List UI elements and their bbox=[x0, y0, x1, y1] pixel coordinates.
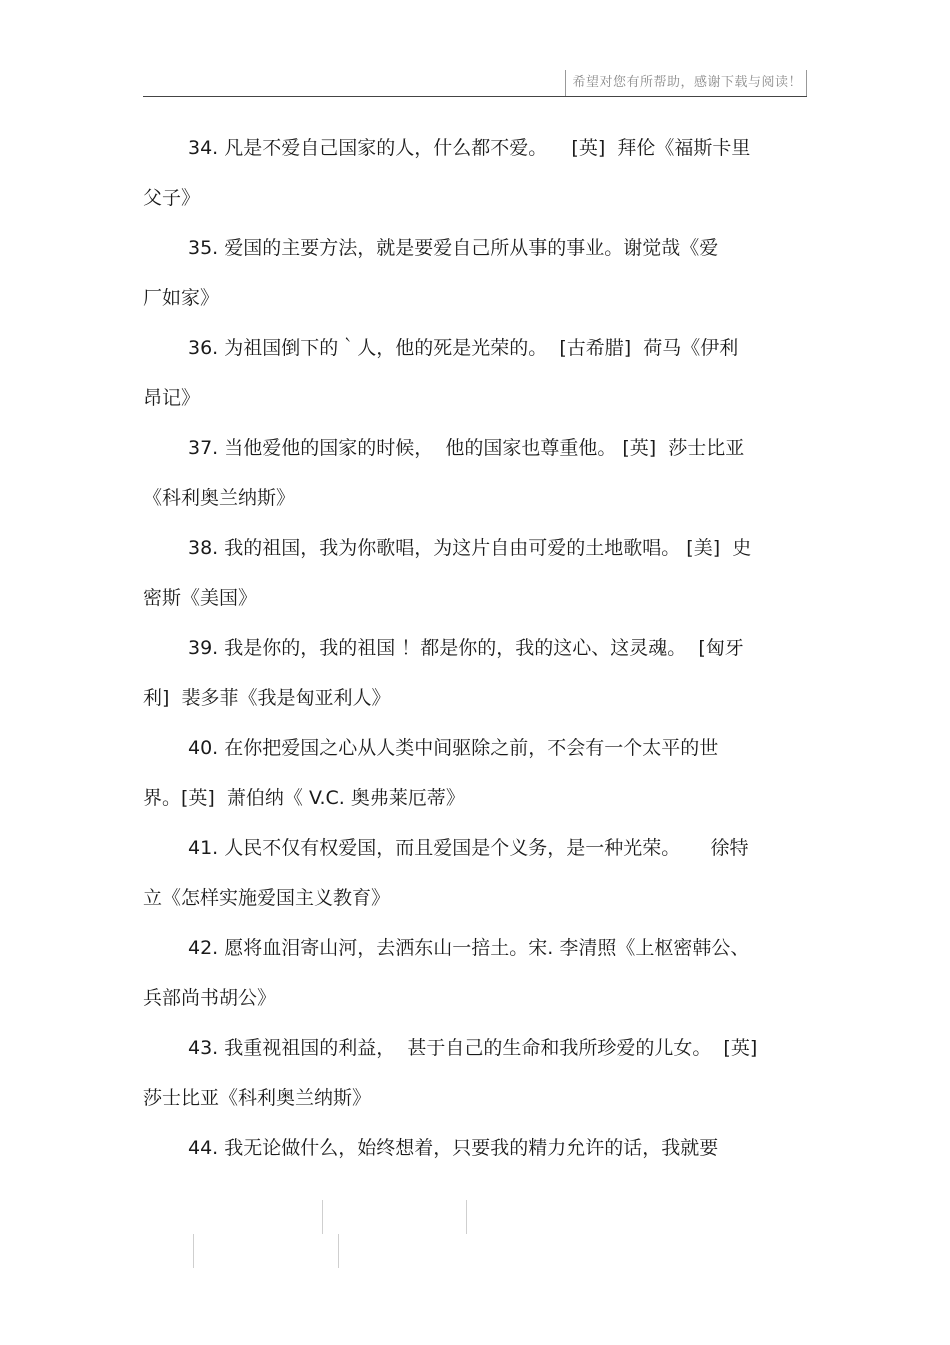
quote-line: 37. 当他爱他的国家的时候， 他的国家也尊重他。 [英] 莎士比亚 bbox=[188, 437, 745, 459]
quote-40 bbox=[143, 723, 807, 823]
quote-line: 密斯《美国》 bbox=[143, 587, 258, 609]
quote-41 bbox=[143, 823, 807, 923]
quote-35 bbox=[143, 223, 807, 323]
quote-34 bbox=[143, 123, 807, 223]
quote-line: 厂如家》 bbox=[143, 287, 220, 309]
quote-line: 立《怎样实施爱国主义教育》 bbox=[143, 887, 391, 909]
quote-39 bbox=[143, 623, 807, 723]
quote-44 bbox=[143, 1123, 807, 1173]
scan-mark bbox=[466, 1200, 467, 1234]
quote-43 bbox=[143, 1023, 807, 1123]
header-rule bbox=[143, 96, 807, 97]
quote-line: 36. 为祖国倒下的｀人，他的死是光荣的。 [古希腊] 荷马《伊利 bbox=[188, 337, 739, 359]
scan-mark bbox=[338, 1234, 339, 1268]
quote-line: 38. 我的祖国，我为你歌唱，为这片自由可爱的土地歌唱。 [美] 史 bbox=[188, 537, 752, 559]
quote-line: 42. 愿将血泪寄山河，去洒东山一掊土。宋. 李清照《上枢密韩公、 bbox=[188, 937, 750, 959]
quote-list bbox=[143, 123, 807, 1173]
quote-line: 《科利奥兰纳斯》 bbox=[143, 487, 296, 509]
header-note: 希望对您有所帮助，感谢下载与阅读！ bbox=[565, 70, 807, 96]
quote-line: 界。[英] 萧伯纳《 V.C. 奥弗莱厄蒂》 bbox=[143, 787, 465, 809]
quote-line: 41. 人民不仅有权爱国，而且爱国是个义务，是一种光荣。 徐特 bbox=[188, 837, 749, 859]
quote-line: 昂记》 bbox=[143, 387, 201, 409]
quote-line: 34. 凡是不爱自己国家的人，什么都不爱。 [英] 拜伦《福斯卡里 bbox=[188, 137, 751, 159]
quote-line: 莎士比亚《科利奥兰纳斯》 bbox=[143, 1087, 372, 1109]
quote-37 bbox=[143, 423, 807, 523]
quote-line: 43. 我重视祖国的利益， 甚于自己的生命和我所珍爱的儿女。 [英] bbox=[188, 1037, 758, 1059]
quote-line: 父子》 bbox=[143, 187, 201, 209]
quote-38 bbox=[143, 523, 807, 623]
quote-36 bbox=[143, 323, 807, 423]
quote-line: 35. 爱国的主要方法，就是要爱自己所从事的事业。谢觉哉《爱 bbox=[188, 237, 719, 259]
quote-42 bbox=[143, 923, 807, 1023]
scan-mark bbox=[193, 1234, 194, 1268]
quote-line: 39. 我是你的，我的祖国 ！都是你的，我的这心、这灵魂。 [匈牙 bbox=[188, 637, 744, 659]
quote-line: 兵部尚书胡公》 bbox=[143, 987, 277, 1009]
scan-mark bbox=[322, 1200, 323, 1234]
quote-line: 40. 在你把爱国之心从人类中间驱除之前，不会有一个太平的世 bbox=[188, 737, 719, 759]
quote-line: 44. 我无论做什么，始终想着，只要我的精力允许的话，我就要 bbox=[188, 1137, 719, 1159]
quote-line: 利] 裴多菲《我是匈亚利人》 bbox=[143, 687, 391, 709]
